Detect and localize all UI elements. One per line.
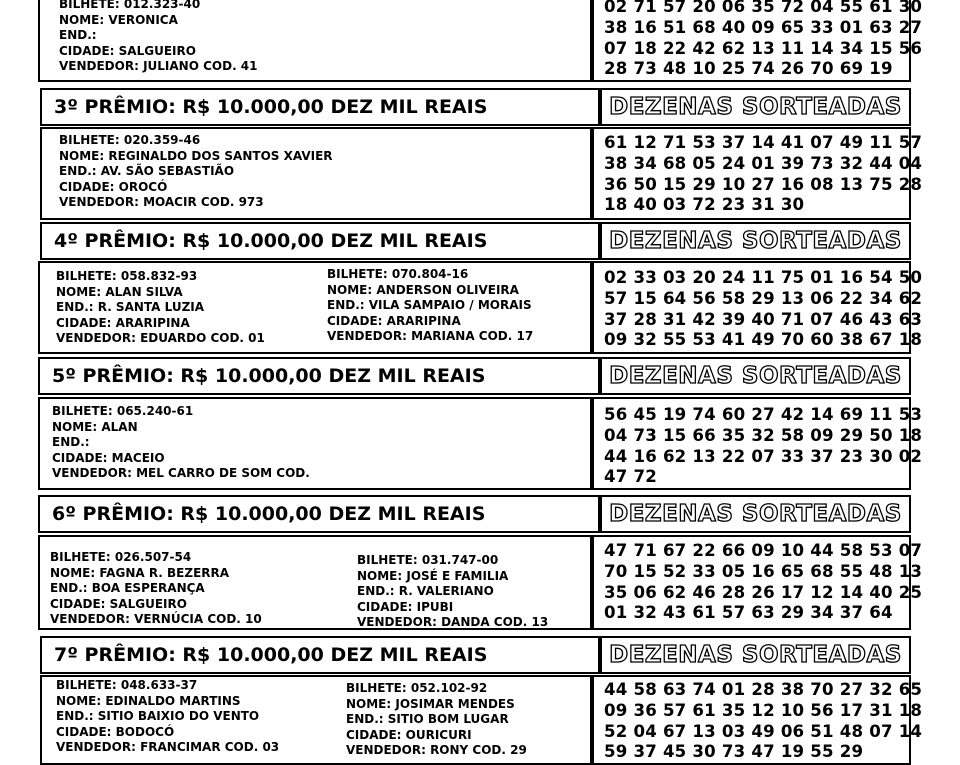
ticket-vendedor: VENDEDOR: JULIANO COD. 41	[59, 59, 258, 74]
prize-5-numbers	[604, 405, 922, 488]
numbers-row: 44 16 62 13 22 07 33 37 23 30 02	[604, 446, 923, 466]
ticket-endereco: END.:	[52, 435, 90, 450]
ticket-nome: NOME: FAGNA R. BEZERRA	[50, 565, 230, 580]
prize-6-numbers	[604, 541, 922, 624]
ticket-endereco: END.: SITIO BOM LUGAR	[346, 712, 509, 727]
ticket-vendedor: VENDEDOR: FRANCIMAR COD. 03	[56, 740, 280, 755]
numbers-row: 56 45 19 74 60 27 42 14 69 11 53	[604, 405, 923, 424]
numbers-row: 35 06 62 46 28 26 17 12 14 40 25	[604, 582, 923, 602]
prize-4-banner: DEZENAS SORTEADAS	[600, 222, 911, 260]
ticket-bilhete: BILHETE: 052.102-92	[346, 681, 488, 695]
ticket-endereco: END.: R. VALERIANO	[357, 584, 494, 599]
ticket-bilhete: BILHETE: 070.804-16	[327, 267, 469, 281]
ticket-cidade: CIDADE: ARARIPINA	[56, 315, 190, 330]
ticket-cidade: CIDADE: OROCÓ	[59, 179, 168, 194]
numbers-row: 59 37 45 30 73 47 19 55 29	[604, 742, 864, 762]
ticket-cidade: CIDADE: SALGUEIRO	[50, 596, 187, 611]
prize-1-ticket-a	[59, 0, 258, 75]
ticket-vendedor: VENDEDOR: MOACIR COD. 973	[59, 195, 264, 210]
prize-6-banner: DEZENAS SORTEADAS	[600, 495, 911, 533]
ticket-bilhete: BILHETE: 031.747-00	[357, 553, 499, 567]
ticket-bilhete: BILHETE: 026.507-54	[50, 550, 192, 564]
ticket-vendedor: VENDEDOR: MARIANA COD. 17	[327, 329, 534, 344]
prize-7-banner: DEZENAS SORTEADAS	[600, 636, 911, 674]
prize-5-banner: DEZENAS SORTEADAS	[600, 357, 911, 395]
numbers-row: 04 73 15 66 35 32 58 09 29 50 18	[604, 425, 923, 445]
prize-4-numbers	[604, 268, 922, 351]
prize-6-ticket-a	[50, 550, 262, 628]
ticket-cidade: CIDADE: ARARIPINA	[327, 313, 461, 328]
numbers-row: 44 58 63 74 01 28 38 70 27 32 65	[604, 680, 923, 699]
prize-title-text: 3º PRÊMIO: R$ 10.000,00 DEZ MIL REAIS	[54, 96, 488, 118]
ticket-endereco: END.: AV. SÃO SEBASTIÃO	[59, 164, 235, 179]
ticket-nome: NOME: REGINALDO DOS SANTOS XAVIER	[59, 148, 333, 163]
numbers-row: 01 32 43 61 57 63 29 34 37 64	[604, 603, 893, 623]
numbers-row: 70 15 52 33 05 16 65 68 55 48 13	[604, 561, 923, 581]
ticket-cidade: CIDADE: BODOCÓ	[56, 724, 175, 739]
prize-5-ticket-a	[52, 404, 310, 482]
ticket-bilhete: BILHETE: 058.832-93	[56, 269, 198, 283]
numbers-row: 52 04 67 13 03 49 06 51 48 07 14	[604, 721, 923, 741]
ticket-nome: NOME: JOSIMAR MENDES	[346, 696, 515, 711]
ticket-bilhete: BILHETE: 065.240-61	[52, 404, 194, 418]
prize-3-numbers	[604, 133, 922, 216]
ticket-bilhete: BILHETE: 020.359-46	[59, 133, 201, 147]
ticket-endereco: END.: BOA ESPERANÇA	[50, 581, 205, 596]
numbers-row: 57 15 64 56 58 29 13 06 22 34 62	[604, 288, 923, 308]
ticket-nome: NOME: EDINALDO MARTINS	[56, 693, 241, 708]
ticket-nome: NOME: ANDERSON OLIVEIRA	[327, 282, 519, 297]
prize-3-title	[40, 88, 600, 126]
numbers-row: 61 12 71 53 37 14 41 07 49 11 57	[604, 133, 923, 152]
prize-title-text: 7º PRÊMIO: R$ 10.000,00 DEZ MIL REAIS	[54, 644, 488, 666]
ticket-nome: NOME: ALAN	[52, 419, 138, 434]
numbers-row: 36 50 15 29 10 27 16 08 13 75 28	[604, 174, 923, 194]
ticket-bilhete: BILHETE: 048.633-37	[56, 678, 198, 692]
ticket-cidade: CIDADE: OURICURI	[346, 727, 472, 742]
ticket-endereco: END.:	[59, 28, 97, 43]
numbers-row: 47 72	[604, 467, 657, 487]
ticket-endereco: END.: VILA SAMPAIO / MORAIS	[327, 298, 532, 313]
ticket-cidade: CIDADE: MACEIO	[52, 450, 165, 465]
prize-4-ticket-a	[56, 269, 265, 347]
prize-7-ticket-a	[56, 678, 279, 756]
numbers-row: 47 71 67 22 66 09 10 44 58 53 07	[604, 541, 923, 560]
ticket-nome: NOME: JOSÉ E FAMILIA	[357, 568, 509, 583]
ticket-cidade: CIDADE: IPUBI	[357, 599, 454, 614]
numbers-row: 38 16 51 68 40 09 65 33 01 63 27	[604, 17, 923, 37]
prize-6-ticket-b	[357, 553, 548, 631]
prize-4-ticket-b	[327, 267, 533, 345]
prize-6-title	[38, 495, 600, 533]
prize-3-ticket-a	[59, 133, 333, 211]
ticket-vendedor: VENDEDOR: VERNÚCIA COD. 10	[50, 612, 262, 627]
ticket-vendedor: VENDEDOR: RONY COD. 29	[346, 743, 527, 758]
numbers-row: 38 34 68 05 24 01 39 73 32 44 04	[604, 153, 923, 173]
numbers-row: 07 18 22 42 62 13 11 14 34 15 56	[604, 38, 923, 58]
prize-title-text: 6º PRÊMIO: R$ 10.000,00 DEZ MIL REAIS	[52, 503, 486, 525]
ticket-bilhete: BILHETE: 012.323-40	[59, 0, 201, 11]
prize-title-text: 4º PRÊMIO: R$ 10.000,00 DEZ MIL REAIS	[54, 230, 488, 252]
prize-3-banner: DEZENAS SORTEADAS	[600, 88, 911, 126]
prize-title-text: 5º PRÊMIO: R$ 10.000,00 DEZ MIL REAIS	[52, 365, 486, 387]
ticket-vendedor: VENDEDOR: EDUARDO COD. 01	[56, 331, 265, 346]
numbers-row: 28 73 48 10 25 74 26 70 69 19	[604, 59, 893, 79]
ticket-nome: NOME: VERONICA	[59, 12, 178, 27]
prize-1-numbers	[604, 0, 922, 80]
prize-4-title	[40, 222, 600, 260]
numbers-row: 02 33 03 20 24 11 75 01 16 54 50	[604, 268, 923, 287]
ticket-nome: NOME: ALAN SILVA	[56, 284, 183, 299]
ticket-vendedor: VENDEDOR: MEL CARRO DE SOM COD.	[52, 466, 310, 481]
prize-7-title	[40, 636, 600, 674]
numbers-row: 09 32 55 53 41 49 70 60 38 67 18	[604, 330, 923, 350]
ticket-cidade: CIDADE: SALGUEIRO	[59, 43, 196, 58]
prize-7-ticket-b	[346, 681, 527, 759]
prize-5-title	[38, 357, 600, 395]
prize-7-numbers	[604, 680, 922, 763]
ticket-endereco: END.: SITIO BAIXIO DO VENTO	[56, 709, 260, 724]
ticket-vendedor: VENDEDOR: DANDA COD. 13	[357, 615, 549, 630]
numbers-row: 09 36 57 61 35 12 10 56 17 31 18	[604, 700, 923, 720]
numbers-row: 02 71 57 20 06 35 72 04 55 61 30	[604, 0, 923, 16]
ticket-endereco: END.: R. SANTA LUZIA	[56, 300, 205, 315]
numbers-row: 37 28 31 42 39 40 71 07 46 43 63	[604, 309, 923, 329]
numbers-row: 18 40 03 72 23 31 30	[604, 195, 805, 215]
